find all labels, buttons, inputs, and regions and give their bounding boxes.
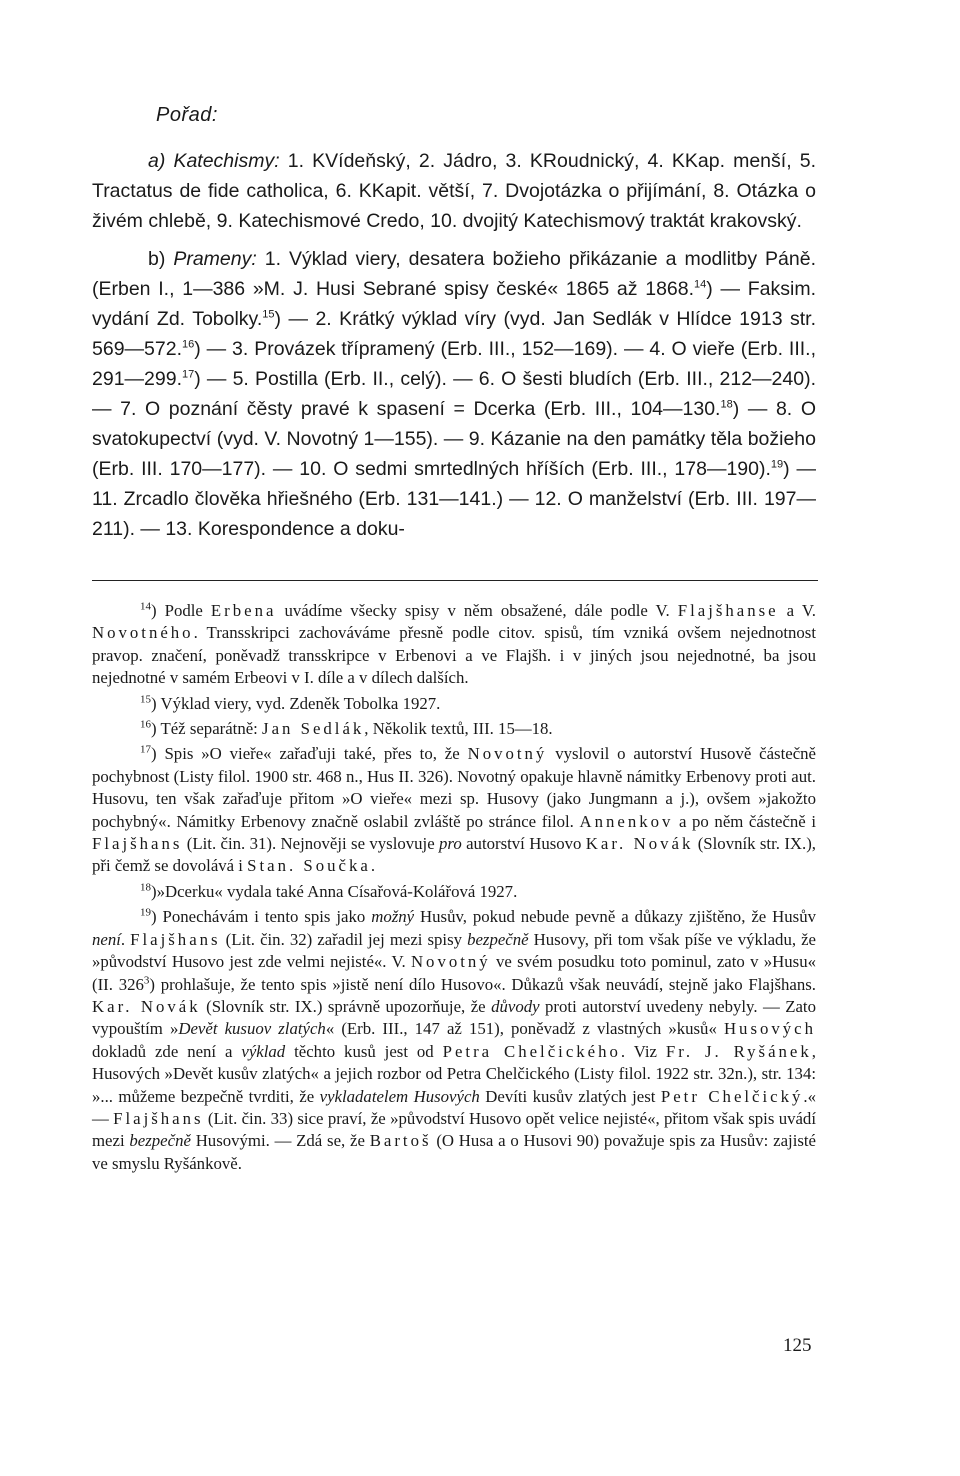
italic-word: bezpečně	[467, 929, 529, 949]
footnote-18	[92, 881, 816, 903]
spaced-name: Flajšhanse	[677, 601, 779, 620]
footnote-19	[92, 906, 816, 1175]
section-heading: Pořad:	[156, 104, 218, 126]
spaced-name: Bartoš	[369, 1131, 432, 1151]
spaced-name: Kar. Novák	[585, 834, 694, 854]
footnote-text: a po něm částečně i	[673, 811, 816, 831]
footnote-text: .	[370, 856, 376, 876]
footnote-text: dokladů zde není a	[92, 1041, 242, 1061]
footnote-mark: 14	[140, 600, 151, 613]
footnote-16	[92, 718, 816, 740]
footnote-text: uvádíme všecky spisy v něm obsažené, dále podle V.	[276, 601, 678, 620]
spaced-name: Erbena	[210, 601, 277, 620]
footnote-text: (Lit. čin. 31). Nejnověji se vyslovuje	[182, 834, 440, 854]
footnote-mark: 18	[140, 881, 151, 894]
sources-text: ) — Faksim. vydání Zd. Tobolky.	[92, 278, 816, 330]
spaced-name: Jan Sedlák	[262, 719, 365, 739]
sources-text: 1. Výklad viery, desatera božieho přikázanie a modlitby Páně. (Erben I., 1—386 »M. J. Husi Sebrané spisy české« 1865 až 1868.	[92, 248, 816, 300]
spaced-name: Flajšhans	[130, 929, 221, 949]
spaced-name: Stan. Součka	[247, 856, 371, 876]
footnotes	[92, 600, 816, 1178]
footnote-text: (O Husa a o Husovi 90) považuje spis za Husův: zajisté ve smyslu Ryšánkově.	[92, 1131, 816, 1173]
footnote-text: .	[120, 929, 131, 949]
footnote-text: ) Podle	[151, 601, 211, 620]
page-number: 125	[783, 1335, 812, 1356]
footnote-text: Husovými. — Zdá se, že	[190, 1131, 370, 1151]
sources-text: ) — 8. O svatokupectví (vyd. V. Novotný 1—155). — 9. Kázanie na den památky těla božieho (Erb. III. 170—177). — 10. O sedmi smrtedlných hříších (Erb. III., 178—190).	[92, 398, 816, 480]
spaced-name: Petr Chelčický	[660, 1086, 804, 1106]
spaced-name: Novotného	[92, 623, 194, 643]
spaced-name: Husových	[723, 1019, 816, 1039]
footnote-17	[92, 743, 816, 877]
footnote-text: « (Erb. III., 147 až 151), poněvadž z vlastných »kusů«	[325, 1019, 724, 1039]
superscript-mark: 3	[143, 973, 150, 986]
footnote-ref-19[interactable]: 19	[770, 458, 784, 471]
sources-text: ) — 11. Zrcadlo člověka hřiešného (Erb. 131—141.) — 12. O manželství (Erb. III. 197—211). — 13. Korespondence a doku-	[92, 458, 816, 540]
spaced-name: Flajšhans	[113, 1108, 204, 1128]
footnote-ref-18[interactable]: 18	[720, 398, 733, 411]
spaced-name: Annenkov	[579, 811, 674, 831]
footnote-text: Husovy, při tom však píše ve výkladu, že »původství Husovo jest zde velmi nejisté«. V.	[92, 929, 816, 972]
footnote-text: ) Též separátně:	[151, 719, 263, 739]
italic-word: důvody	[491, 996, 540, 1016]
sources-text: ) — 3. Provázek třípramený (Erb. III., 152—169). — 4. O vieře (Erb. III., 291—299.	[92, 338, 816, 390]
spaced-name: Fr. J. Ryšánek	[665, 1041, 812, 1061]
footnote-text: ve svém posudku toto pominul, zato v »Husu« (II. 326	[92, 952, 816, 994]
footnote-15	[92, 693, 816, 715]
footnote-text: vyslovil o autorství Husově částečně pochybnost (Listy filol. 1900 str. 468 n., Hus II. 326). Novotný opakuje hlavně námitky Erbenovy proti aut. Husovu, ten však zařaďuje přitom »O vieře« mezi sp. Husovy (jako Jungmann a j.), ovšem »jakožto pochybný«. Námitky Erbenovy značně oslabil zvláště po stránce filol.	[92, 744, 816, 831]
sources-prefix: b)	[148, 248, 174, 270]
footnote-ref-16[interactable]: 16	[182, 338, 195, 351]
footnote-mark: 17	[140, 743, 151, 756]
footnote-text: ) Ponechávám i tento spis jako	[151, 907, 372, 927]
paragraph-catechisms	[92, 146, 816, 236]
footnote-text: , Několik textů, III. 15—18.	[364, 719, 553, 739]
footnote-ref-14[interactable]: 14	[694, 278, 707, 291]
main-text	[92, 146, 816, 544]
footnote-text: ) Spis »O vieře« zařaďuji také, přes to, že	[151, 744, 468, 764]
footnote-14	[92, 600, 816, 690]
italic-word: možný	[371, 907, 415, 927]
footnote-text: proti autorství uvedeny nebyly. — Zato vypouštím »	[92, 996, 816, 1039]
footnote-mark: 15	[140, 693, 151, 706]
italic-word: Devět kusuov zlatých	[178, 1019, 326, 1039]
footnote-ref-15[interactable]: 15	[262, 308, 275, 321]
spaced-name: Flajšhans	[92, 834, 183, 854]
footnote-text: (Lit. čin. 32) zařadil jej mezi spisy	[220, 929, 468, 949]
italic-word: vykladatelem Husových	[319, 1086, 480, 1106]
footnote-text: , Husových »Devět kusův zlatých« a jejich rozbor od Petra Chelčického (Listy filol. 1922 str. 32n.), str. 134: »... můžeme bezpečně tvrditi, že	[92, 1041, 816, 1106]
footnote-text: (Slovník str. IX.), při čemž se dovolává i	[92, 834, 817, 876]
sources-text: ) — 5. Postilla (Erb. II., celý). — 6. O šesti bludích (Erb. III., 212—240). — 7. O poznání čěsty pravé k spasení = Dcerka (Erb. III., 104—130.	[92, 368, 816, 420]
italic-word: výklad	[241, 1041, 286, 1061]
footnote-text: . Viz	[620, 1041, 666, 1061]
italic-word: pro	[439, 834, 462, 854]
footnote-text: autorství Husovo	[461, 834, 586, 854]
catechisms-text: 1. KVídeňský, 2. Jádro, 3. KRoudnický, 4. KKap. menší, 5. Tractatus de fide catholica, 6. KKapit. větší, 7. Dvojotázka o přijímání, 8. Otázka o živém chlebě, 9. Katechismové Credo, 10. dvojitý Katechismový traktát krakovský.	[92, 150, 816, 232]
footnote-mark: 16	[140, 718, 151, 731]
sources-text: ) — 2. Krátký výklad víry (vyd. Jan Sedlák v Hlídce 1913 str. 569—572.	[92, 308, 816, 360]
italic-word: není	[92, 929, 121, 949]
footnote-divider	[92, 580, 818, 581]
italic-word: bezpečně	[129, 1131, 191, 1151]
footnote-text: těchto kusů jest od	[285, 1041, 443, 1061]
footnote-text: ) prohlašuje, že tento spis »jistě není dílo Husovo«. Důkazů však neuvádí, stejně jako Flajšhans.	[149, 974, 817, 994]
footnote-text: (Slovník str. IX.) správně upozorňuje, že	[200, 996, 492, 1016]
footnote-text: .« —	[92, 1086, 816, 1128]
paragraph-sources	[92, 244, 816, 544]
spaced-name: Novotný	[467, 744, 548, 764]
catechisms-label: a) Katechismy:	[148, 150, 280, 172]
footnote-text: Husův, pokud nebude pevně a důkazy zjištěno, že Husův	[414, 907, 816, 927]
footnote-text: (Lit. čin. 33) sice praví, že »původství Husovo opět velice nejisté«, přitom však spis uvádí mezi	[92, 1108, 816, 1151]
footnote-ref-17[interactable]: 17	[182, 368, 195, 381]
footnote-text: )»Dcerku« vydala také Anna Císařová-Kolářová 1927.	[151, 881, 518, 901]
sources-label: Prameny:	[173, 248, 257, 270]
footnote-text: a V.	[778, 601, 816, 620]
spaced-name: Novotný	[410, 952, 491, 972]
footnote-text: . Transskripci zachováváme přesně podle citov. spisů, tím vzniká ovšem nejednotnost pravop. značení, poněvadž transskripce v Erbenovi a ve Flajšh. i v jiných jsou nejednotné, ba jsou nejednotné v samém Erbeovi v I. díle a v dílech dalších.	[92, 623, 816, 688]
footnote-text: ) Výklad viery, vyd. Zdeněk Tobolka 1927.	[151, 693, 441, 713]
footnote-mark: 19	[140, 906, 151, 919]
footnote-text: Devíti kusův zlatých jest	[479, 1086, 661, 1106]
spaced-name: Petra Chelčického	[442, 1041, 621, 1061]
spaced-name: Kar. Novák	[92, 996, 201, 1016]
